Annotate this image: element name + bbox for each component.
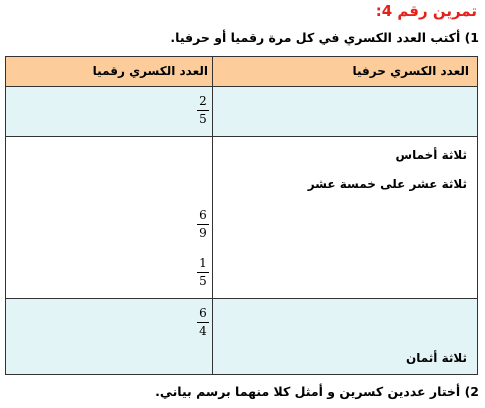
row-divider [6,298,477,299]
header-numeric: العدد الكسري رقميا [92,64,208,78]
question-2: 2) أختار عددين كسرين و أمثل كلا منهما برسم بياني. [155,384,479,399]
question-1: 1) أكتب العدد الكسري في كل مرة رقميا أو حرفيا. [170,30,479,45]
fraction-6-4: 6 4 [196,306,210,339]
fraction-table [5,56,478,375]
exercise-title: تمرين رقم 4: [375,2,477,20]
fraction-6-9: 6 9 [196,208,210,241]
word-three-fifths: ثلاثة أخماس [395,148,467,162]
row-divider [6,136,477,137]
fraction-1-5: 1 5 [196,256,210,289]
column-divider [212,57,213,374]
fraction-2-5: 2 5 [196,94,210,127]
table-row [6,87,477,136]
word-thirteen-fifteenths: ثلاثة عشر على خمسة عشر [307,177,467,191]
header-words: العدد الكسري حرفيا [352,64,469,78]
word-three-eighths: ثلاثة أثمان [406,351,467,365]
